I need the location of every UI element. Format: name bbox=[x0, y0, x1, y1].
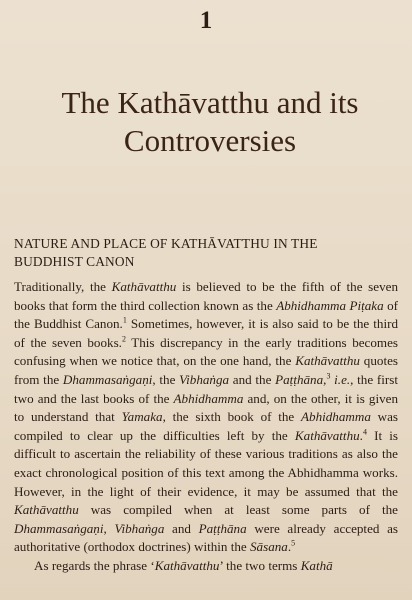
text-run: of the Buddhist Canon. bbox=[14, 297, 398, 332]
italic-term: Dhammasaṅgaṇi bbox=[62, 371, 153, 387]
text-run: ’ the two terms bbox=[219, 557, 301, 573]
text-run: This discrepancy in the early traditions becomes confusing when we notice that, on the one hand, the bbox=[14, 334, 398, 369]
text-run: , bbox=[323, 371, 327, 387]
section-heading-line-2: BUDDHIST CANON bbox=[14, 254, 135, 269]
italic-term: Kathāvatthu bbox=[154, 557, 220, 573]
text-run: was compiled when at least some parts of the bbox=[78, 502, 398, 518]
italic-term: Vibhaṅga bbox=[114, 520, 165, 536]
italic-term: Abhidhamma bbox=[301, 409, 371, 425]
italic-term: Dhammasaṅgaṇi bbox=[14, 520, 104, 536]
italic-term: Yamaka bbox=[121, 409, 163, 425]
italic-term: Kathāvatthu bbox=[295, 353, 360, 369]
text-run: quotes from the bbox=[14, 353, 398, 387]
footnote-marker: 5 bbox=[291, 538, 296, 548]
italic-term: i.e. bbox=[334, 371, 351, 387]
body-text bbox=[14, 278, 398, 576]
italic-term: Sāsana bbox=[250, 539, 288, 555]
footnote-marker: 2 bbox=[121, 334, 126, 344]
italic-term: Paṭṭhāna bbox=[275, 371, 324, 387]
text-run: , bbox=[103, 520, 115, 536]
paragraph-2 bbox=[14, 557, 398, 576]
text-run: It is difficult to ascertain the reliability of these various traditions as also the exact chronological position of this text among the Abhidhamma works. However, in the light of their evidence, it may be assumed that the bbox=[14, 427, 399, 499]
section-heading bbox=[14, 235, 404, 271]
italic-term: Abhidhamma bbox=[173, 390, 244, 406]
chapter-title-line-1: The Kathāvatthu and its bbox=[61, 85, 359, 120]
italic-term: Kathāvatthu bbox=[111, 279, 177, 294]
italic-term: Vibhaṅga bbox=[179, 371, 230, 387]
text-run: Sometimes, however, it is also said to be the third of the seven books. bbox=[14, 316, 399, 350]
text-run: , the bbox=[152, 371, 180, 387]
text-run: . bbox=[359, 427, 363, 443]
text-run: and, on the other, it is given to understand that bbox=[14, 390, 399, 425]
text-run: were already accepted as authoritative (orthodox doctrines) within the bbox=[14, 520, 399, 555]
italic-term: Kathā bbox=[300, 557, 333, 573]
text-run: is believed to be the fifth of the seven books that form the third collection known as the bbox=[14, 279, 398, 313]
text-run: and the bbox=[229, 371, 276, 387]
text-run: . bbox=[287, 539, 292, 555]
footnote-marker: 3 bbox=[326, 371, 331, 381]
section-heading-line-1: NATURE AND PLACE OF KATHĀVATTHU IN THE bbox=[14, 236, 318, 251]
italic-term: Kathāvatthu bbox=[294, 427, 360, 443]
italic-term: Abhidhamma Piṭaka bbox=[276, 297, 384, 313]
footnote-marker: 1 bbox=[122, 315, 127, 325]
text-run: Traditionally, the bbox=[14, 279, 112, 294]
text-run: was compiled to clear up the difficulties left by the bbox=[14, 409, 399, 443]
italic-term: Paṭṭhāna bbox=[198, 520, 247, 536]
text-run: As regards the phrase ‘ bbox=[34, 557, 155, 573]
text-run: and bbox=[164, 520, 199, 536]
text-run: , the first two and the last books of the bbox=[14, 371, 398, 406]
paragraph-1 bbox=[14, 278, 398, 557]
chapter-title bbox=[14, 84, 406, 160]
text-run: , the sixth book of the bbox=[162, 409, 302, 425]
chapter-number: 1 bbox=[199, 7, 213, 34]
footnote-marker: 4 bbox=[362, 427, 367, 437]
italic-term: Kathāvatthu bbox=[14, 502, 79, 518]
chapter-title-line-2: Controversies bbox=[123, 123, 297, 158]
